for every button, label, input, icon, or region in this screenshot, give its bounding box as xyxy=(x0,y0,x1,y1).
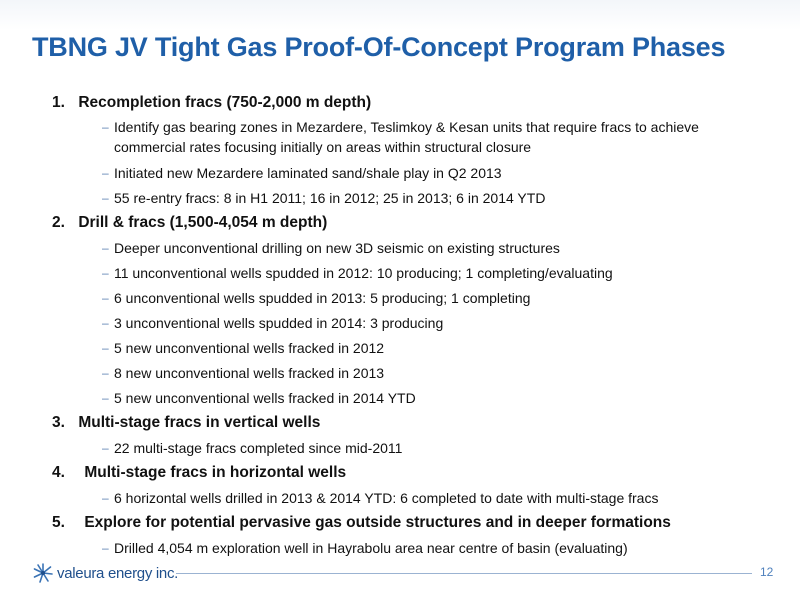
bullet-item xyxy=(0,310,800,335)
phase-5-title xyxy=(0,510,800,535)
bullet-text: 5 new unconventional wells fracked in 2014 YTD xyxy=(114,390,416,406)
phase-number: 5. xyxy=(52,514,65,531)
phase-heading: Multi-stage fracs in vertical wells xyxy=(78,414,321,431)
bullet-text: 5 new unconventional wells fracked in 2012 xyxy=(114,340,385,356)
header-gradient xyxy=(0,0,800,30)
starburst-logo-icon xyxy=(32,562,54,584)
footer-divider xyxy=(176,573,752,574)
dash-bullet-icon: – xyxy=(102,266,109,280)
bullet-item xyxy=(0,260,800,285)
phase-number: 3. xyxy=(52,414,65,431)
bullet-item xyxy=(0,185,800,210)
bullet-item xyxy=(0,335,800,360)
phase-heading: Multi-stage fracs in horizontal wells xyxy=(84,464,347,481)
bullet-text: Initiated new Mezardere laminated sand/shale play in Q2 2013 xyxy=(114,165,502,181)
page-number: 12 xyxy=(760,565,774,579)
company-logo xyxy=(32,562,178,584)
bullet-text: 3 unconventional wells spudded in 2014: 3 producing xyxy=(114,315,444,331)
phase-heading: Drill & fracs (1,500-4,054 m depth) xyxy=(78,214,328,231)
dash-bullet-icon: – xyxy=(102,191,109,205)
bullet-text: 8 new unconventional wells fracked in 2013 xyxy=(114,365,385,381)
bullet-text: Deeper unconventional drilling on new 3D seismic on existing structures xyxy=(114,240,560,256)
bullet-item xyxy=(0,385,800,410)
dash-bullet-icon: – xyxy=(102,166,109,180)
dash-bullet-icon: – xyxy=(102,241,109,255)
dash-bullet-icon: – xyxy=(102,291,109,305)
phase-heading: Recompletion fracs (750-2,000 m depth) xyxy=(78,94,372,111)
phase-4-title xyxy=(0,460,800,485)
bullet-text: Drilled 4,054 m exploration well in Hayrabolu area near centre of basin (evaluating) xyxy=(114,540,628,556)
bullet-text: 6 unconventional wells spudded in 2013: 5 producing; 1 completing xyxy=(114,290,531,306)
phase-3-title xyxy=(0,410,800,435)
bullet-text: 6 horizontal wells drilled in 2013 & 2014 YTD: 6 completed to date with multi-stage fracs xyxy=(114,490,659,506)
dash-bullet-icon: – xyxy=(102,120,109,134)
phase-number: 1. xyxy=(52,94,65,111)
dash-bullet-icon: – xyxy=(102,491,109,505)
bullet-item xyxy=(0,435,800,460)
dash-bullet-icon: – xyxy=(102,341,109,355)
bullet-item xyxy=(0,360,800,385)
dash-bullet-icon: – xyxy=(102,316,109,330)
dash-bullet-icon: – xyxy=(102,541,109,555)
dash-bullet-icon: – xyxy=(102,391,109,405)
phase-number: 2. xyxy=(52,214,65,231)
phase-2 xyxy=(0,210,800,410)
bullet-item xyxy=(0,285,800,310)
slide-title: TBNG JV Tight Gas Proof-Of-Concept Program Phases xyxy=(32,32,726,62)
dash-bullet-icon: – xyxy=(102,441,109,455)
bullet-item xyxy=(0,160,800,185)
phase-2-title xyxy=(0,210,800,235)
bullet-text: Identify gas bearing zones in Mezardere, Teslimkoy & Kesan units that require fracs to achieve commercial rates focusing initially on areas within structural closure xyxy=(114,119,699,155)
phase-list xyxy=(0,90,800,560)
bullet-item xyxy=(0,115,800,160)
phase-heading: Explore for potential pervasive gas outside structures and in deeper formations xyxy=(84,514,671,531)
logo-text: valeura energy inc. xyxy=(57,564,179,582)
phase-1-title xyxy=(0,90,800,115)
dash-bullet-icon: – xyxy=(102,366,109,380)
phase-1 xyxy=(0,90,800,210)
bullet-text: 22 multi-stage fracs completed since mid-2011 xyxy=(114,440,403,456)
phase-number: 4. xyxy=(52,464,65,481)
phase-3 xyxy=(0,410,800,460)
bullet-text: 55 re-entry fracs: 8 in H1 2011; 16 in 2012; 25 in 2013; 6 in 2014 YTD xyxy=(114,190,546,206)
bullet-item xyxy=(0,535,800,560)
bullet-item xyxy=(0,235,800,260)
bullet-text: 11 unconventional wells spudded in 2012: 10 producing; 1 completing/evaluating xyxy=(114,265,613,281)
phase-5 xyxy=(0,510,800,560)
bullet-item xyxy=(0,485,800,510)
phase-4 xyxy=(0,460,800,510)
